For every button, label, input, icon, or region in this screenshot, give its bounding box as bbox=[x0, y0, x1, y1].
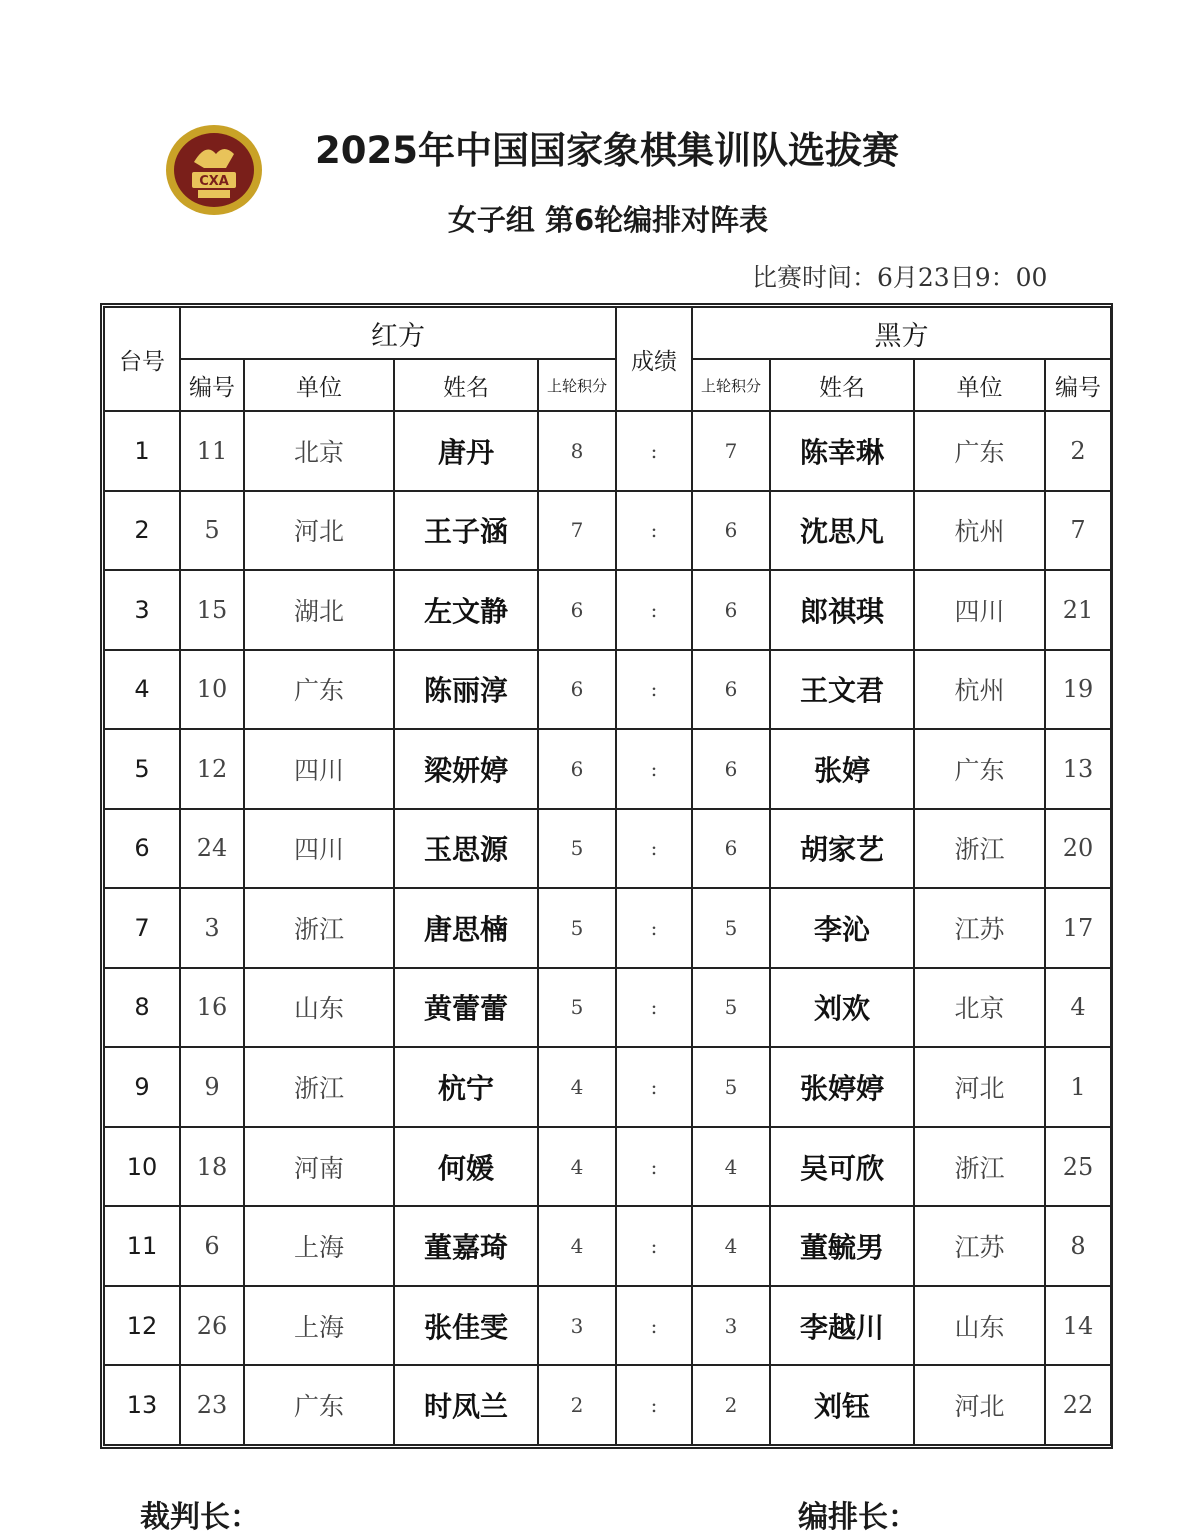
black-player-name: 王文君 bbox=[770, 650, 914, 730]
black-player-no: 13 bbox=[1045, 729, 1111, 809]
red-player-points: 8 bbox=[538, 411, 616, 491]
black-player-points: 6 bbox=[692, 809, 770, 889]
red-player-no: 5 bbox=[180, 491, 244, 571]
black-player-unit: 浙江 bbox=[914, 1127, 1045, 1207]
black-player-unit: 北京 bbox=[914, 968, 1045, 1048]
red-player-unit: 河北 bbox=[244, 491, 394, 571]
header-red-no: 编号 bbox=[180, 359, 244, 411]
header-red-side: 红方 bbox=[180, 307, 616, 359]
header-red-pts: 上轮积分 bbox=[538, 359, 616, 411]
red-player-no: 3 bbox=[180, 888, 244, 968]
red-player-name: 梁妍婷 bbox=[394, 729, 538, 809]
black-player-name: 董毓男 bbox=[770, 1206, 914, 1286]
black-player-points: 6 bbox=[692, 491, 770, 571]
red-player-name: 王子涵 bbox=[394, 491, 538, 571]
black-player-name: 沈思凡 bbox=[770, 491, 914, 571]
board-number: 2 bbox=[104, 491, 180, 571]
red-player-unit: 河南 bbox=[244, 1127, 394, 1207]
black-player-unit: 山东 bbox=[914, 1286, 1045, 1366]
board-number: 8 bbox=[104, 968, 180, 1048]
black-player-points: 5 bbox=[692, 1047, 770, 1127]
result-cell: : bbox=[616, 968, 692, 1048]
black-player-no: 20 bbox=[1045, 809, 1111, 889]
red-player-unit: 四川 bbox=[244, 729, 394, 809]
red-player-name: 杭宁 bbox=[394, 1047, 538, 1127]
result-cell: : bbox=[616, 1365, 692, 1445]
result-cell: : bbox=[616, 888, 692, 968]
table-row bbox=[104, 968, 1111, 1048]
red-player-no: 26 bbox=[180, 1286, 244, 1366]
pairings-table bbox=[103, 306, 1112, 1446]
black-player-name: 张婷 bbox=[770, 729, 914, 809]
red-player-no: 10 bbox=[180, 650, 244, 730]
header-board: 台号 bbox=[104, 307, 180, 411]
red-player-no: 6 bbox=[180, 1206, 244, 1286]
result-cell: : bbox=[616, 491, 692, 571]
red-player-unit: 湖北 bbox=[244, 570, 394, 650]
red-player-points: 4 bbox=[538, 1206, 616, 1286]
page-subtitle: 女子组 第6轮编排对阵表 bbox=[447, 203, 769, 237]
red-player-unit: 四川 bbox=[244, 809, 394, 889]
black-player-unit: 广东 bbox=[914, 729, 1045, 809]
black-player-name: 张婷婷 bbox=[770, 1047, 914, 1127]
black-player-unit: 江苏 bbox=[914, 888, 1045, 968]
table-row bbox=[104, 809, 1111, 889]
black-player-name: 胡家艺 bbox=[770, 809, 914, 889]
black-player-points: 3 bbox=[692, 1286, 770, 1366]
red-player-unit: 广东 bbox=[244, 650, 394, 730]
black-player-no: 21 bbox=[1045, 570, 1111, 650]
table-row bbox=[104, 650, 1111, 730]
table-row bbox=[104, 1047, 1111, 1127]
black-player-no: 8 bbox=[1045, 1206, 1111, 1286]
table-row bbox=[104, 411, 1111, 491]
black-player-points: 6 bbox=[692, 570, 770, 650]
black-player-points: 2 bbox=[692, 1365, 770, 1445]
red-player-name: 何媛 bbox=[394, 1127, 538, 1207]
red-player-unit: 山东 bbox=[244, 968, 394, 1048]
black-player-unit: 浙江 bbox=[914, 809, 1045, 889]
result-cell: : bbox=[616, 1286, 692, 1366]
table-row bbox=[104, 1365, 1111, 1445]
result-cell: : bbox=[616, 1206, 692, 1286]
black-player-no: 2 bbox=[1045, 411, 1111, 491]
black-player-points: 7 bbox=[692, 411, 770, 491]
black-player-no: 4 bbox=[1045, 968, 1111, 1048]
black-player-no: 22 bbox=[1045, 1365, 1111, 1445]
red-player-no: 9 bbox=[180, 1047, 244, 1127]
header-red-unit: 单位 bbox=[244, 359, 394, 411]
result-cell: : bbox=[616, 570, 692, 650]
red-player-no: 16 bbox=[180, 968, 244, 1048]
red-player-name: 唐思楠 bbox=[394, 888, 538, 968]
red-player-unit: 浙江 bbox=[244, 888, 394, 968]
header-black-unit: 单位 bbox=[914, 359, 1045, 411]
red-player-points: 4 bbox=[538, 1127, 616, 1207]
black-player-unit: 河北 bbox=[914, 1047, 1045, 1127]
header-red-name: 姓名 bbox=[394, 359, 538, 411]
black-player-unit: 广东 bbox=[914, 411, 1045, 491]
board-number: 5 bbox=[104, 729, 180, 809]
table-row bbox=[104, 1127, 1111, 1207]
header-result: 成绩 bbox=[616, 307, 692, 411]
red-player-name: 玉思源 bbox=[394, 809, 538, 889]
red-player-points: 7 bbox=[538, 491, 616, 571]
result-cell: : bbox=[616, 411, 692, 491]
black-player-unit: 杭州 bbox=[914, 491, 1045, 571]
black-player-no: 17 bbox=[1045, 888, 1111, 968]
board-number: 11 bbox=[104, 1206, 180, 1286]
black-player-name: 郎祺琪 bbox=[770, 570, 914, 650]
table-row bbox=[104, 888, 1111, 968]
red-player-name: 董嘉琦 bbox=[394, 1206, 538, 1286]
black-player-no: 7 bbox=[1045, 491, 1111, 571]
black-player-no: 1 bbox=[1045, 1047, 1111, 1127]
black-player-no: 14 bbox=[1045, 1286, 1111, 1366]
board-number: 4 bbox=[104, 650, 180, 730]
red-player-unit: 广东 bbox=[244, 1365, 394, 1445]
result-cell: : bbox=[616, 650, 692, 730]
red-player-unit: 浙江 bbox=[244, 1047, 394, 1127]
table-row bbox=[104, 491, 1111, 571]
black-player-unit: 四川 bbox=[914, 570, 1045, 650]
red-player-points: 5 bbox=[538, 968, 616, 1048]
table-row bbox=[104, 1286, 1111, 1366]
red-player-unit: 上海 bbox=[244, 1206, 394, 1286]
black-player-name: 李越川 bbox=[770, 1286, 914, 1366]
red-player-points: 6 bbox=[538, 650, 616, 730]
board-number: 1 bbox=[104, 411, 180, 491]
board-number: 13 bbox=[104, 1365, 180, 1445]
board-number: 10 bbox=[104, 1127, 180, 1207]
red-player-no: 24 bbox=[180, 809, 244, 889]
board-number: 9 bbox=[104, 1047, 180, 1127]
black-player-points: 4 bbox=[692, 1127, 770, 1207]
red-player-points: 3 bbox=[538, 1286, 616, 1366]
black-player-name: 刘钰 bbox=[770, 1365, 914, 1445]
red-player-name: 张佳雯 bbox=[394, 1286, 538, 1366]
black-player-points: 5 bbox=[692, 968, 770, 1048]
board-number: 3 bbox=[104, 570, 180, 650]
logo-text: CXA bbox=[199, 174, 229, 189]
red-player-name: 左文静 bbox=[394, 570, 538, 650]
red-player-unit: 上海 bbox=[244, 1286, 394, 1366]
header-black-pts: 上轮积分 bbox=[692, 359, 770, 411]
table-row bbox=[104, 729, 1111, 809]
result-cell: : bbox=[616, 729, 692, 809]
black-player-name: 陈幸琳 bbox=[770, 411, 914, 491]
red-player-name: 唐丹 bbox=[394, 411, 538, 491]
red-player-no: 18 bbox=[180, 1127, 244, 1207]
black-player-no: 25 bbox=[1045, 1127, 1111, 1207]
red-player-name: 时凤兰 bbox=[394, 1365, 538, 1445]
black-player-points: 6 bbox=[692, 729, 770, 809]
red-player-points: 6 bbox=[538, 570, 616, 650]
header-black-name: 姓名 bbox=[770, 359, 914, 411]
logo-base bbox=[198, 190, 230, 198]
board-number: 6 bbox=[104, 809, 180, 889]
red-player-points: 5 bbox=[538, 809, 616, 889]
red-player-points: 4 bbox=[538, 1047, 616, 1127]
chief-referee-label: 裁判长： bbox=[140, 1500, 260, 1535]
black-player-unit: 江苏 bbox=[914, 1206, 1045, 1286]
black-player-no: 19 bbox=[1045, 650, 1111, 730]
red-player-name: 黄蕾蕾 bbox=[394, 968, 538, 1048]
red-player-no: 15 bbox=[180, 570, 244, 650]
result-cell: : bbox=[616, 1047, 692, 1127]
red-player-points: 2 bbox=[538, 1365, 616, 1445]
red-player-no: 11 bbox=[180, 411, 244, 491]
red-player-name: 陈丽淳 bbox=[394, 650, 538, 730]
red-player-points: 6 bbox=[538, 729, 616, 809]
red-player-no: 23 bbox=[180, 1365, 244, 1445]
page-title: 2025年中国国家象棋集训队选拔赛 bbox=[315, 129, 899, 172]
table-row bbox=[104, 1206, 1111, 1286]
black-player-unit: 杭州 bbox=[914, 650, 1045, 730]
red-player-points: 5 bbox=[538, 888, 616, 968]
black-player-name: 吴可欣 bbox=[770, 1127, 914, 1207]
black-player-points: 5 bbox=[692, 888, 770, 968]
result-cell: : bbox=[616, 809, 692, 889]
header-black-no: 编号 bbox=[1045, 359, 1111, 411]
red-player-unit: 北京 bbox=[244, 411, 394, 491]
black-player-name: 刘欢 bbox=[770, 968, 914, 1048]
result-cell: : bbox=[616, 1127, 692, 1207]
black-player-unit: 河北 bbox=[914, 1365, 1045, 1445]
header-black-side: 黑方 bbox=[692, 307, 1111, 359]
board-number: 7 bbox=[104, 888, 180, 968]
black-player-points: 6 bbox=[692, 650, 770, 730]
red-player-no: 12 bbox=[180, 729, 244, 809]
arranger-label: 编排长： bbox=[798, 1500, 918, 1535]
table-row bbox=[104, 570, 1111, 650]
black-player-points: 4 bbox=[692, 1206, 770, 1286]
board-number: 12 bbox=[104, 1286, 180, 1366]
black-player-name: 李沁 bbox=[770, 888, 914, 968]
match-time: 比赛时间：6月23日9：00 bbox=[752, 263, 1048, 292]
